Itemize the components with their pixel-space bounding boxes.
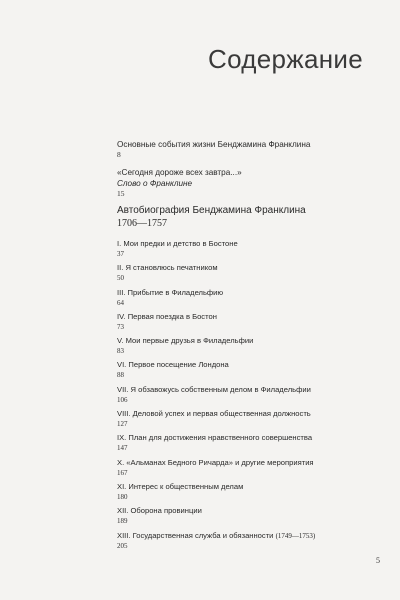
chapter-entry-2[interactable] — [117, 263, 392, 287]
chapter-title: IX. План для достижения нравственного совершенства — [117, 433, 313, 443]
toc-entry-page: 8 — [117, 150, 121, 159]
toc-entry-life-events[interactable] — [117, 139, 387, 160]
chapter-entry-9[interactable] — [117, 433, 392, 457]
chapter-title: IV. Первая поездка в Бостон — [117, 311, 217, 321]
chapter-page: 167 — [117, 468, 128, 477]
chapter-title: III. Прибытие в Филадельфию — [117, 287, 224, 297]
chapter-page: 106 — [117, 395, 128, 404]
chapter-page: 83 — [117, 347, 124, 356]
chapter-title: I. Мои предки и детство в Бостоне — [117, 239, 238, 248]
chapter-title — [117, 531, 392, 541]
chapter-entry-4[interactable] — [117, 312, 392, 336]
chapter-page: 147 — [117, 444, 128, 453]
chapter-entry-6[interactable] — [117, 360, 392, 384]
chapter-title: XII. Оборона провинции — [117, 506, 202, 516]
front-matter-list — [117, 139, 387, 206]
chapter-page: 37 — [117, 250, 124, 258]
chapter-page: 73 — [117, 322, 124, 331]
page-title: Содержание — [208, 44, 363, 74]
chapter-title: VII. Я обзавожусь собственным делом в Филадельфии — [117, 384, 311, 394]
chapter-entry-12[interactable] — [117, 506, 392, 530]
chapter-entry-7[interactable] — [117, 385, 392, 409]
chapter-years: (1749—1753) — [275, 531, 316, 540]
chapter-page: 189 — [117, 517, 128, 526]
section-years: 1706—1757 — [117, 218, 167, 229]
chapter-entry-5[interactable] — [117, 336, 392, 360]
chapter-entry-13[interactable] — [117, 531, 392, 555]
toc-entry-essay[interactable] — [117, 167, 387, 199]
chapter-page: 50 — [117, 274, 124, 283]
toc-entry-title: «Сегодня дороже всех завтра...» — [117, 168, 242, 177]
chapter-page: 64 — [117, 298, 124, 307]
chapter-entry-8[interactable] — [117, 409, 392, 433]
section-title[interactable]: Автобиография Бенджамина Франклина — [117, 205, 306, 216]
chapter-entry-1[interactable] — [117, 239, 392, 263]
chapter-page: 88 — [117, 371, 124, 380]
chapter-title: VI. Первое посещение Лондона — [117, 360, 229, 370]
toc-entry-title: Основные события жизни Бенджамина Франклина — [117, 140, 311, 149]
chapter-page: 205 — [117, 541, 128, 550]
chapter-title: V. Мои первые друзья в Филадельфии — [117, 336, 254, 346]
page-number: 5 — [376, 556, 380, 565]
toc-entry-page: 15 — [117, 189, 125, 198]
chapter-title-text: XIII. Государственная служба и обязанности — [117, 530, 274, 540]
chapter-title: X. «Альманах Бедного Ричарда» и другие мероприятия — [117, 457, 314, 467]
chapter-entry-11[interactable] — [117, 482, 392, 506]
chapter-page: 127 — [117, 420, 128, 429]
autobiography-section — [117, 204, 392, 555]
toc-entry-subtitle: Слово о Франклине — [117, 179, 193, 188]
chapter-title: VIII. Деловой успех и первая общественная должность — [117, 409, 311, 419]
chapter-title: II. Я становлюсь печатником — [117, 263, 218, 273]
chapter-entry-3[interactable] — [117, 288, 392, 312]
chapter-entry-10[interactable] — [117, 458, 392, 482]
chapter-page: 180 — [117, 492, 128, 501]
chapter-title: XI. Интерес к общественным делам — [117, 481, 244, 491]
